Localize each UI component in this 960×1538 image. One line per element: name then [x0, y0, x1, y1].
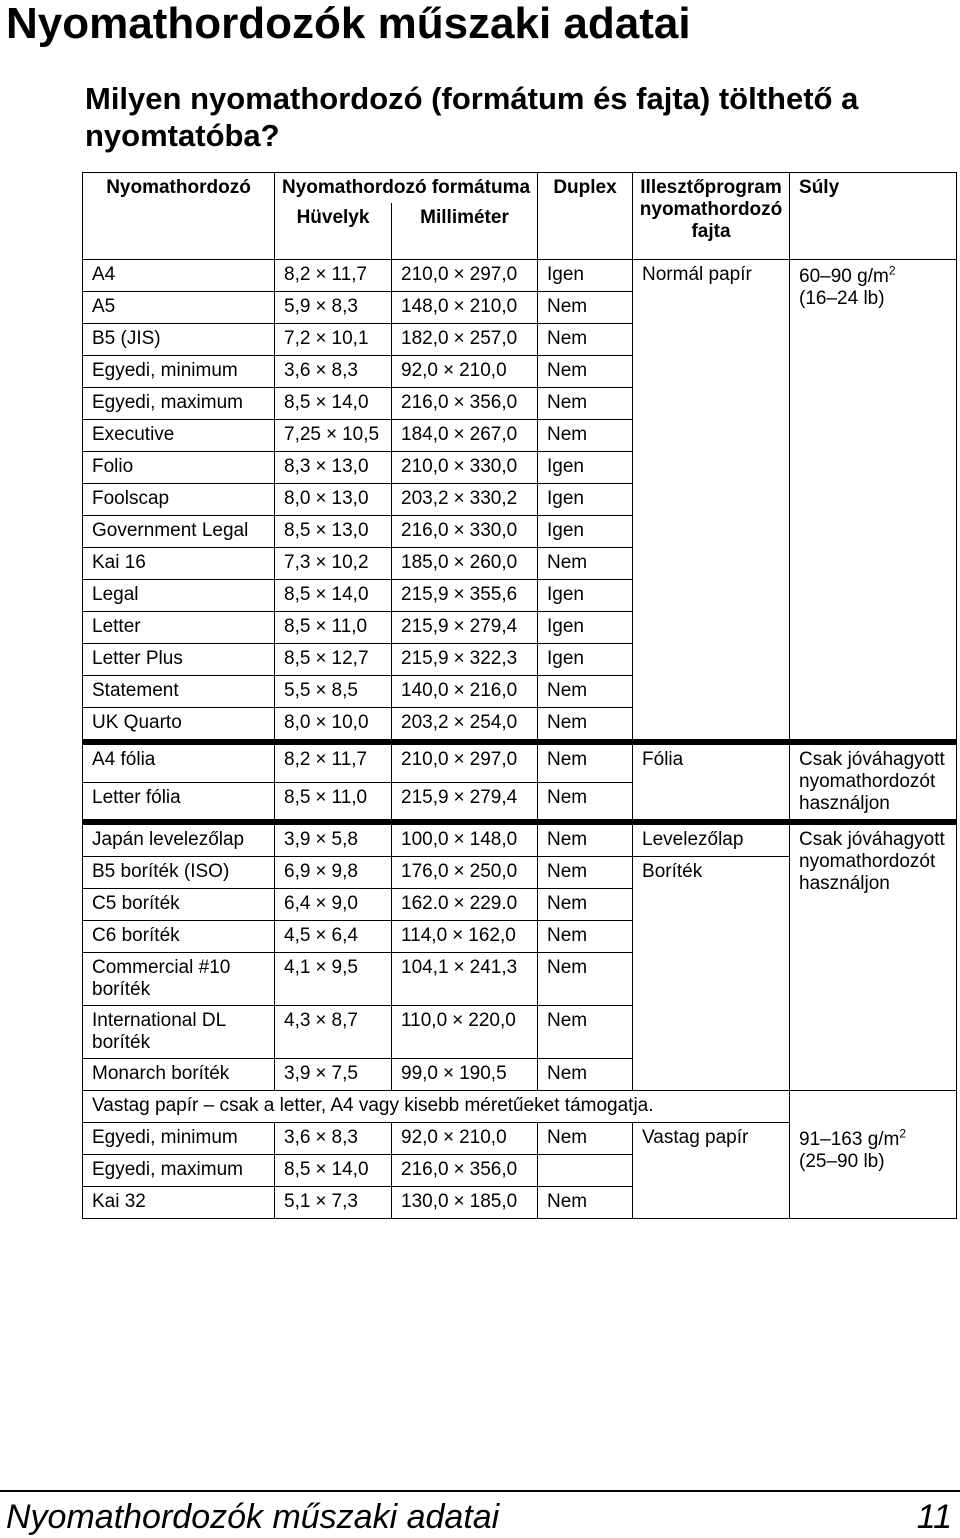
size-inch: 7,2 × 10,1: [275, 324, 392, 356]
duplex-value: Nem: [538, 1006, 633, 1059]
page-title: Nyomathordozók műszaki adatai: [6, 0, 691, 48]
media-type: Levelezőlap: [633, 822, 790, 857]
size-mm: 203,2 × 254,0: [392, 708, 538, 743]
media-name: Foolscap: [83, 484, 275, 516]
header-mm: Milliméter: [392, 203, 538, 260]
duplex-value: Nem: [538, 708, 633, 743]
size-mm: 215,9 × 279,4: [392, 782, 538, 822]
size-mm: 148,0 × 210,0: [392, 292, 538, 324]
size-mm: 215,9 × 322,3: [392, 644, 538, 676]
duplex-value: Nem: [538, 953, 633, 1006]
size-inch: 6,9 × 9,8: [275, 857, 392, 889]
media-name: B5 boríték (ISO): [83, 857, 275, 889]
media-name: Egyedi, maximum: [83, 1155, 275, 1187]
duplex-value: [538, 1155, 633, 1187]
duplex-value: Nem: [538, 1187, 633, 1219]
table-row: [83, 742, 957, 782]
size-mm: 216,0 × 356,0: [392, 1155, 538, 1187]
size-mm: 92,0 × 210,0: [392, 356, 538, 388]
size-mm: 210,0 × 330,0: [392, 452, 538, 484]
table-row: [83, 1123, 957, 1155]
duplex-value: Nem: [538, 1123, 633, 1155]
size-inch: 8,5 × 14,0: [275, 580, 392, 612]
size-mm: 114,0 × 162,0: [392, 921, 538, 953]
size-inch: 3,6 × 8,3: [275, 356, 392, 388]
media-name: Egyedi, minimum: [83, 1123, 275, 1155]
size-inch: 6,4 × 9,0: [275, 889, 392, 921]
size-mm: 203,2 × 330,2: [392, 484, 538, 516]
header-media: Nyomathordozó: [83, 173, 275, 260]
size-inch: 3,9 × 5,8: [275, 822, 392, 857]
header-driver-type: Illesztőprogram nyomathordozó fajta: [633, 173, 790, 260]
size-inch: 8,5 × 12,7: [275, 644, 392, 676]
duplex-value: Nem: [538, 420, 633, 452]
size-mm: 184,0 × 267,0: [392, 420, 538, 452]
size-mm: 182,0 × 257,0: [392, 324, 538, 356]
table-row: [83, 260, 957, 292]
duplex-value: Nem: [538, 742, 633, 782]
size-inch: 5,5 × 8,5: [275, 676, 392, 708]
duplex-value: Nem: [538, 356, 633, 388]
media-type: Vastag papír: [633, 1123, 790, 1219]
media-name: Egyedi, minimum: [83, 356, 275, 388]
media-name: Government Legal: [83, 516, 275, 548]
header-inch: Hüvelyk: [275, 203, 392, 260]
size-mm: 130,0 × 185,0: [392, 1187, 538, 1219]
footer-divider: [0, 1490, 960, 1492]
media-name: Letter: [83, 612, 275, 644]
media-specs-table: [82, 172, 957, 1219]
media-name: Statement: [83, 676, 275, 708]
header-format: Nyomathordozó formátuma: [275, 173, 538, 204]
header-weight: Súly: [790, 173, 957, 260]
size-mm: 162.0 × 229.0: [392, 889, 538, 921]
size-mm: 210,0 × 297,0: [392, 742, 538, 782]
duplex-value: Igen: [538, 644, 633, 676]
size-mm: 99,0 × 190,5: [392, 1059, 538, 1091]
duplex-value: Igen: [538, 612, 633, 644]
media-name: C6 boríték: [83, 921, 275, 953]
size-inch: 8,2 × 11,7: [275, 260, 392, 292]
media-name: Folio: [83, 452, 275, 484]
media-name: A4: [83, 260, 275, 292]
media-name: Monarch boríték: [83, 1059, 275, 1091]
size-mm: 215,9 × 355,6: [392, 580, 538, 612]
media-name: International DL boríték: [83, 1006, 275, 1059]
size-inch: 5,9 × 8,3: [275, 292, 392, 324]
size-mm: 215,9 × 279,4: [392, 612, 538, 644]
media-name: Letter Plus: [83, 644, 275, 676]
size-mm: 185,0 × 260,0: [392, 548, 538, 580]
size-mm: 92,0 × 210,0: [392, 1123, 538, 1155]
media-name: Commercial #10 boríték: [83, 953, 275, 1006]
size-mm: 104,1 × 241,3: [392, 953, 538, 1006]
media-name: A5: [83, 292, 275, 324]
thick-paper-group: [83, 1091, 957, 1219]
postcard-envelope-group: [83, 822, 957, 1091]
size-inch: 8,5 × 14,0: [275, 388, 392, 420]
media-name: Kai 32: [83, 1187, 275, 1219]
table-header: [83, 173, 957, 260]
page-subtitle: Milyen nyomathordozó (formátum és fajta) tölthető a nyomtatóba?: [85, 81, 859, 153]
size-inch: 8,5 × 11,0: [275, 782, 392, 822]
size-inch: 8,0 × 10,0: [275, 708, 392, 743]
duplex-value: Nem: [538, 1059, 633, 1091]
media-name: Japán levelezőlap: [83, 822, 275, 857]
duplex-value: Nem: [538, 324, 633, 356]
transparency-group: [83, 742, 957, 822]
weight-value: Csak jóváhagyott nyomathordozót használjon: [790, 822, 957, 1091]
duplex-value: Nem: [538, 889, 633, 921]
size-inch: 3,9 × 7,5: [275, 1059, 392, 1091]
size-inch: 4,3 × 8,7: [275, 1006, 392, 1059]
duplex-value: Nem: [538, 676, 633, 708]
size-inch: 8,3 × 13,0: [275, 452, 392, 484]
media-type: Normál papír: [633, 260, 790, 743]
size-inch: 4,1 × 9,5: [275, 953, 392, 1006]
size-mm: 100,0 × 148,0: [392, 822, 538, 857]
table-row: [83, 822, 957, 857]
media-type: Boríték: [633, 857, 790, 1091]
media-name: C5 boríték: [83, 889, 275, 921]
media-name: A4 fólia: [83, 742, 275, 782]
media-name: UK Quarto: [83, 708, 275, 743]
size-inch: 8,5 × 14,0: [275, 1155, 392, 1187]
size-mm: 216,0 × 356,0: [392, 388, 538, 420]
size-inch: 5,1 × 7,3: [275, 1187, 392, 1219]
duplex-value: Igen: [538, 484, 633, 516]
size-mm: 176,0 × 250,0: [392, 857, 538, 889]
size-inch: 8,2 × 11,7: [275, 742, 392, 782]
duplex-value: Igen: [538, 260, 633, 292]
media-name: Egyedi, maximum: [83, 388, 275, 420]
size-inch: 8,5 × 13,0: [275, 516, 392, 548]
size-mm: 216,0 × 330,0: [392, 516, 538, 548]
size-mm: 140,0 × 216,0: [392, 676, 538, 708]
size-inch: 4,5 × 6,4: [275, 921, 392, 953]
duplex-value: Nem: [538, 292, 633, 324]
size-mm: 210,0 × 297,0: [392, 260, 538, 292]
size-mm: 110,0 × 220,0: [392, 1006, 538, 1059]
duplex-value: Igen: [538, 452, 633, 484]
media-name: Legal: [83, 580, 275, 612]
duplex-value: Igen: [538, 516, 633, 548]
header-duplex: Duplex: [538, 173, 633, 260]
media-name: Letter fólia: [83, 782, 275, 822]
duplex-value: Nem: [538, 388, 633, 420]
duplex-value: Nem: [538, 548, 633, 580]
duplex-value: Nem: [538, 921, 633, 953]
media-name: Kai 16: [83, 548, 275, 580]
media-name: Executive: [83, 420, 275, 452]
size-inch: 8,0 × 13,0: [275, 484, 392, 516]
media-name: B5 (JIS): [83, 324, 275, 356]
duplex-value: Nem: [538, 782, 633, 822]
weight-value: Csak jóváhagyott nyomathordozót használjon: [790, 742, 957, 822]
size-inch: 7,25 × 10,5: [275, 420, 392, 452]
size-inch: 8,5 × 11,0: [275, 612, 392, 644]
size-inch: 7,3 × 10,2: [275, 548, 392, 580]
plain-paper-group: [83, 260, 957, 743]
duplex-value: Nem: [538, 857, 633, 889]
media-type: Fólia: [633, 742, 790, 822]
thick-paper-note: Vastag papír – csak a letter, A4 vagy kisebb méretűeket támogatja.: [83, 1091, 790, 1123]
size-inch: 3,6 × 8,3: [275, 1123, 392, 1155]
page-number: 11: [916, 1498, 952, 1536]
duplex-value: Igen: [538, 580, 633, 612]
duplex-value: Nem: [538, 822, 633, 857]
weight-value: 60–90 $g/m^2$ (16–24 lb): [790, 260, 957, 743]
footer-title: Nyomathordozók műszaki adatai: [6, 1498, 500, 1536]
weight-value: 91–163 $g/m^2$ (25–90 lb): [790, 1123, 957, 1219]
thick-paper-weight: [790, 1091, 957, 1123]
